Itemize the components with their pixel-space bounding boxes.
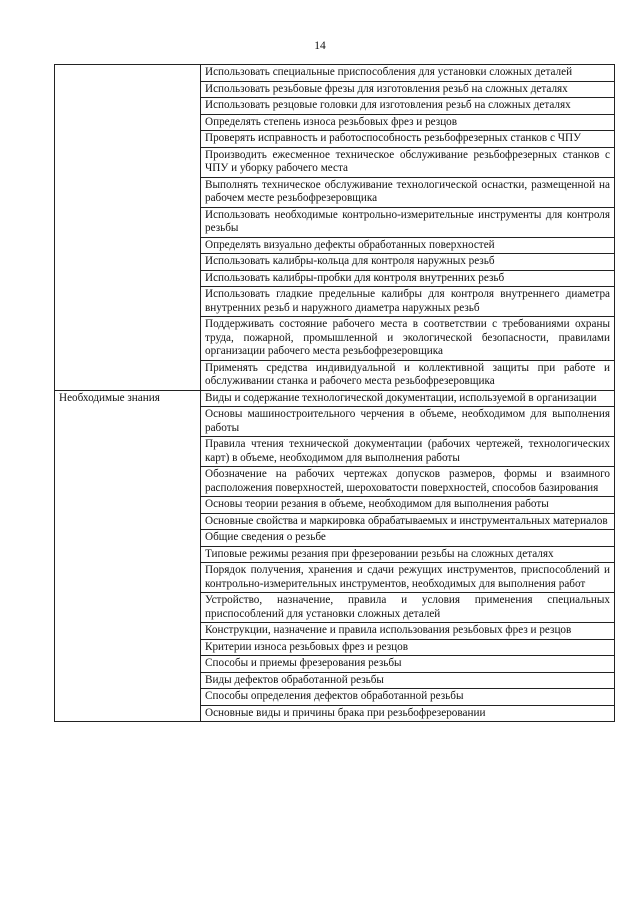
skill-item: Использовать резьбовые фрезы для изготовления резьб на сложных деталях xyxy=(201,81,615,98)
knowledge-item: Способы и приемы фрезерования резьбы xyxy=(201,656,615,673)
knowledge-item: Порядок получения, хранения и сдачи режущих инструментов, приспособлений и контрольно-измерительных инструментов, необходимых для выполнения работ xyxy=(201,563,615,593)
skill-item: Использовать калибры-пробки для контроля внутренних резьб xyxy=(201,270,615,287)
knowledge-item: Критерии износа резьбовых фрез и резцов xyxy=(201,639,615,656)
knowledge-item: Обозначение на рабочих чертежах допусков размеров, формы и взаимного расположения поверхностей, шероховатости поверхностей, способов базирования xyxy=(201,467,615,497)
skill-item: Проверять исправность и работоспособность резьбофрезерных станков с ЧПУ xyxy=(201,131,615,148)
knowledge-item: Типовые режимы резания при фрезеровании резьбы на сложных деталях xyxy=(201,546,615,563)
table-row xyxy=(55,65,615,82)
skill-item: Использовать калибры-кольца для контроля наружных резьб xyxy=(201,254,615,271)
knowledge-item: Общие сведения о резьбе xyxy=(201,530,615,547)
table-row xyxy=(55,390,615,407)
skill-item: Выполнять техническое обслуживание технологической оснастки, размещенной на рабочем месте резьбофрезеровщика xyxy=(201,177,615,207)
skill-item: Использовать специальные приспособления для установки сложных деталей xyxy=(201,65,615,82)
skill-item: Использовать необходимые контрольно-измерительные инструменты для контроля резьбы xyxy=(201,207,615,237)
skill-item: Поддерживать состояние рабочего места в соответствии с требованиями охраны труда, пожарной, промышленной и экологической безопасности, правилами организации рабочего места резьбофрезеровщика xyxy=(201,317,615,361)
knowledge-item: Виды дефектов обработанной резьбы xyxy=(201,672,615,689)
skill-item: Применять средства индивидуальной и коллективной защиты при работе и обслуживании станка и рабочего места резьбофрезеровщика xyxy=(201,360,615,390)
knowledge-item: Конструкции, назначение и правила использования резьбовых фрез и резцов xyxy=(201,623,615,640)
requirements-table xyxy=(54,64,615,722)
knowledge-item: Основные виды и причины брака при резьбофрезеровании xyxy=(201,705,615,722)
knowledge-item: Правила чтения технической документации (рабочих чертежей, технологических карт) в объеме, необходимом для выполнения работы xyxy=(201,437,615,467)
knowledge-label: Необходимые знания xyxy=(55,390,201,722)
skill-item: Определять степень износа резьбовых фрез и резцов xyxy=(201,114,615,131)
knowledge-item: Способы определения дефектов обработанной резьбы xyxy=(201,689,615,706)
knowledge-item: Основные свойства и маркировка обрабатываемых и инструментальных материалов xyxy=(201,513,615,530)
skills-label-cell xyxy=(55,65,201,391)
skill-item: Производить ежесменное техническое обслуживание резьбофрезерных станков с ЧПУ и уборку рабочего места xyxy=(201,147,615,177)
knowledge-item: Основы машиностроительного черчения в объеме, необходимом для выполнения работы xyxy=(201,407,615,437)
skill-item: Использовать резцовые головки для изготовления резьб на сложных деталях xyxy=(201,98,615,115)
knowledge-item: Виды и содержание технологической документации, используемой в организации xyxy=(201,390,615,407)
page-number: 14 xyxy=(314,40,326,52)
knowledge-item: Устройство, назначение, правила и условия применения специальных приспособлений для установки сложных деталей xyxy=(201,593,615,623)
skill-item: Использовать гладкие предельные калибры для контроля внутреннего диаметра внутренних резьб и наружного диаметра наружных резьб xyxy=(201,287,615,317)
skill-item: Определять визуально дефекты обработанных поверхностей xyxy=(201,237,615,254)
knowledge-item: Основы теории резания в объеме, необходимом для выполнения работы xyxy=(201,497,615,514)
